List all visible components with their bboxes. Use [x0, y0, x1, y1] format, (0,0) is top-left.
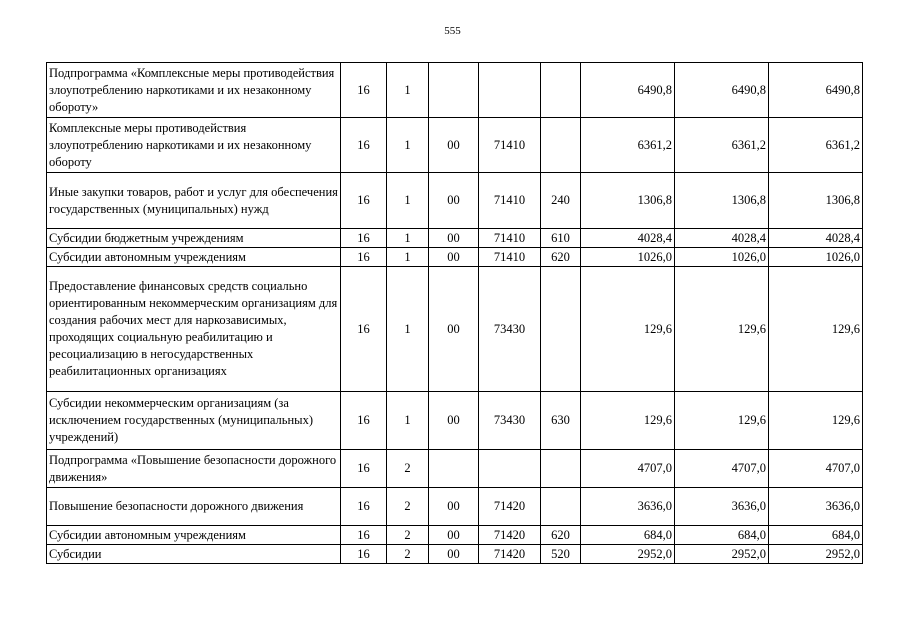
amount-2: 4028,4 — [675, 229, 769, 248]
subprogram-code: 1 — [387, 118, 429, 173]
expense-type-code: 630 — [541, 392, 581, 450]
expense-type-code: 240 — [541, 173, 581, 229]
table-row — [47, 63, 863, 118]
amount-3: 4028,4 — [769, 229, 863, 248]
expense-type-code — [541, 118, 581, 173]
amount-1: 6490,8 — [581, 63, 675, 118]
amount-2: 129,6 — [675, 392, 769, 450]
group-code: 00 — [429, 545, 479, 564]
table-row — [47, 450, 863, 488]
item-name: Иные закупки товаров, работ и услуг для обеспечения государственных (муниципальных) нужд — [47, 173, 341, 229]
target-code — [479, 450, 541, 488]
ministry-code: 16 — [341, 450, 387, 488]
subprogram-code: 2 — [387, 526, 429, 545]
target-code: 73430 — [479, 392, 541, 450]
group-code: 00 — [429, 248, 479, 267]
target-code: 71410 — [479, 248, 541, 267]
ministry-code: 16 — [341, 526, 387, 545]
item-name: Субсидии некоммерческим организациям (за исключением государственных (муниципальных) учреждений) — [47, 392, 341, 450]
item-name: Комплексные меры противодействия злоупотреблению наркотиками и их незаконному обороту — [47, 118, 341, 173]
item-name: Субсидии автономным учреждениям — [47, 526, 341, 545]
group-code: 00 — [429, 173, 479, 229]
table-row — [47, 267, 863, 392]
group-code — [429, 450, 479, 488]
subprogram-code: 2 — [387, 545, 429, 564]
expense-type-code — [541, 488, 581, 526]
amount-2: 6361,2 — [675, 118, 769, 173]
amount-1: 4707,0 — [581, 450, 675, 488]
amount-3: 6490,8 — [769, 63, 863, 118]
ministry-code: 16 — [341, 488, 387, 526]
amount-3: 4707,0 — [769, 450, 863, 488]
amount-1: 1026,0 — [581, 248, 675, 267]
subprogram-code: 1 — [387, 63, 429, 118]
amount-1: 6361,2 — [581, 118, 675, 173]
target-code: 71410 — [479, 229, 541, 248]
group-code: 00 — [429, 488, 479, 526]
item-name: Субсидии — [47, 545, 341, 564]
table-row — [47, 488, 863, 526]
page-number: 555 — [444, 25, 461, 37]
target-code — [479, 63, 541, 118]
group-code: 00 — [429, 392, 479, 450]
amount-1: 4028,4 — [581, 229, 675, 248]
amount-3: 684,0 — [769, 526, 863, 545]
amount-3: 129,6 — [769, 267, 863, 392]
item-name: Повышение безопасности дорожного движения — [47, 488, 341, 526]
amount-2: 684,0 — [675, 526, 769, 545]
amount-1: 684,0 — [581, 526, 675, 545]
amount-3: 6361,2 — [769, 118, 863, 173]
amount-1: 1306,8 — [581, 173, 675, 229]
amount-2: 3636,0 — [675, 488, 769, 526]
amount-3: 1306,8 — [769, 173, 863, 229]
group-code: 00 — [429, 267, 479, 392]
subprogram-code: 2 — [387, 488, 429, 526]
table-row — [47, 526, 863, 545]
subprogram-code: 1 — [387, 229, 429, 248]
amount-1: 3636,0 — [581, 488, 675, 526]
table-body — [47, 63, 863, 564]
expense-type-code — [541, 267, 581, 392]
amount-2: 4707,0 — [675, 450, 769, 488]
table-row — [47, 173, 863, 229]
amount-3: 3636,0 — [769, 488, 863, 526]
amount-1: 129,6 — [581, 267, 675, 392]
expense-type-code — [541, 63, 581, 118]
table-row — [47, 248, 863, 267]
expense-type-code: 520 — [541, 545, 581, 564]
target-code: 71420 — [479, 545, 541, 564]
table-row — [47, 118, 863, 173]
amount-2: 1026,0 — [675, 248, 769, 267]
subprogram-code: 1 — [387, 392, 429, 450]
group-code: 00 — [429, 118, 479, 173]
ministry-code: 16 — [341, 118, 387, 173]
amount-1: 129,6 — [581, 392, 675, 450]
amount-2: 6490,8 — [675, 63, 769, 118]
ministry-code: 16 — [341, 229, 387, 248]
subprogram-code: 1 — [387, 248, 429, 267]
amount-3: 2952,0 — [769, 545, 863, 564]
expense-type-code — [541, 450, 581, 488]
ministry-code: 16 — [341, 248, 387, 267]
target-code: 73430 — [479, 267, 541, 392]
expense-type-code: 610 — [541, 229, 581, 248]
subprogram-code: 1 — [387, 267, 429, 392]
item-name: Субсидии автономным учреждениям — [47, 248, 341, 267]
ministry-code: 16 — [341, 267, 387, 392]
target-code: 71420 — [479, 488, 541, 526]
expense-type-code: 620 — [541, 526, 581, 545]
amount-2: 129,6 — [675, 267, 769, 392]
item-name: Предоставление финансовых средств социально ориентированным некоммерческим организациям для создания рабочих мест для наркозависимых, проходящих социальную реабилитацию и ресоциализацию в негосударственных реабилитационных организациях — [47, 267, 341, 392]
amount-3: 129,6 — [769, 392, 863, 450]
ministry-code: 16 — [341, 545, 387, 564]
amount-3: 1026,0 — [769, 248, 863, 267]
subprogram-code: 2 — [387, 450, 429, 488]
group-code: 00 — [429, 526, 479, 545]
target-code: 71410 — [479, 173, 541, 229]
amount-2: 1306,8 — [675, 173, 769, 229]
group-code: 00 — [429, 229, 479, 248]
item-name: Субсидии бюджетным учреждениям — [47, 229, 341, 248]
item-name: Подпрограмма «Повышение безопасности дорожного движения» — [47, 450, 341, 488]
amount-2: 2952,0 — [675, 545, 769, 564]
group-code — [429, 63, 479, 118]
ministry-code: 16 — [341, 63, 387, 118]
budget-table — [46, 62, 863, 564]
ministry-code: 16 — [341, 392, 387, 450]
item-name: Подпрограмма «Комплексные меры противодействия злоупотреблению наркотиками и их незаконному обороту» — [47, 63, 341, 118]
table-row — [47, 545, 863, 564]
table-row — [47, 229, 863, 248]
table-row — [47, 392, 863, 450]
amount-1: 2952,0 — [581, 545, 675, 564]
expense-type-code: 620 — [541, 248, 581, 267]
ministry-code: 16 — [341, 173, 387, 229]
subprogram-code: 1 — [387, 173, 429, 229]
target-code: 71420 — [479, 526, 541, 545]
target-code: 71410 — [479, 118, 541, 173]
